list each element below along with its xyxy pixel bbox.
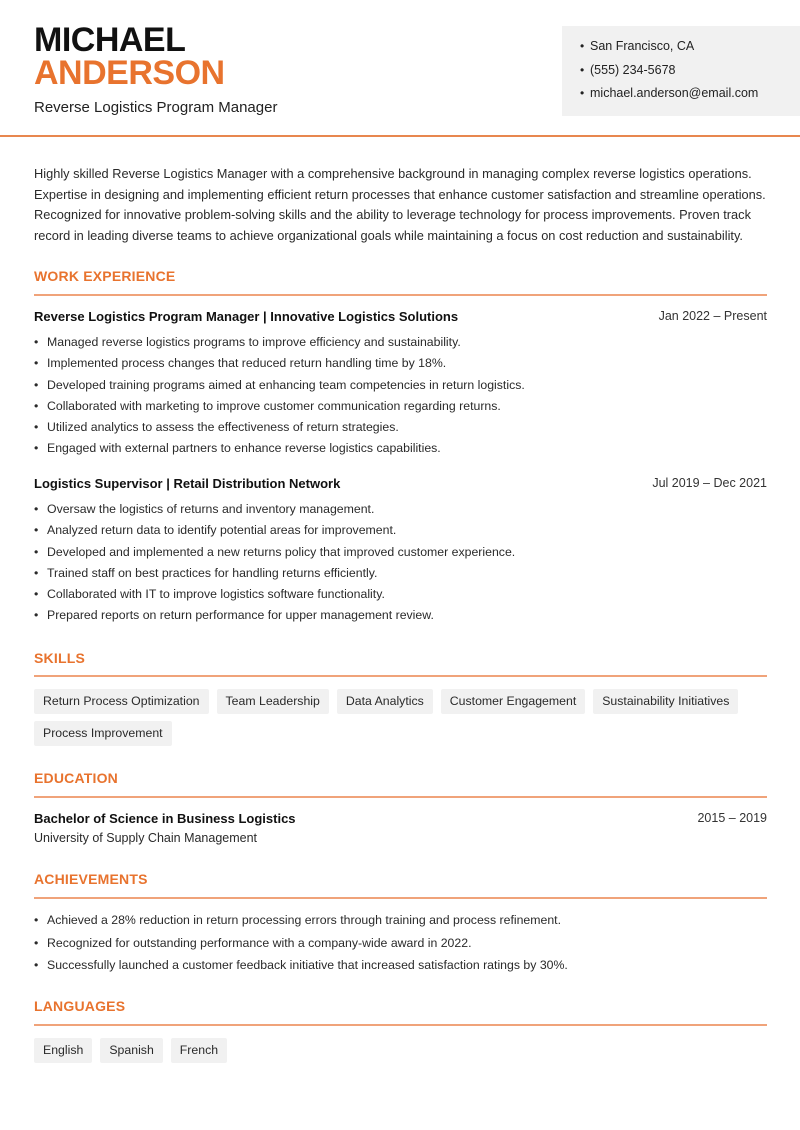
section-divider xyxy=(34,294,767,296)
education-years: 2015 – 2019 xyxy=(697,811,767,825)
bullet-text: Achieved a 28% reduction in return processing errors through training and process refinement. xyxy=(47,913,562,927)
list-item xyxy=(34,587,767,608)
bullet-icon: • xyxy=(34,335,39,349)
bullet-icon: • xyxy=(34,565,39,580)
degree: Bachelor of Science in Business Logistics xyxy=(34,811,296,826)
bullet-text: Collaborated with marketing to improve customer communication regarding returns. xyxy=(47,398,501,413)
achievements-list xyxy=(34,913,767,981)
bullet-text: Collaborated with IT to improve logistics software functionality. xyxy=(47,587,385,602)
contact-email xyxy=(580,85,800,109)
job-header xyxy=(34,476,767,491)
list-item xyxy=(34,608,767,629)
job-role: Logistics Supervisor | Retail Distribution Network xyxy=(34,476,341,491)
contact-phone-text: (555) 234-5678 xyxy=(590,62,676,77)
skill-tag: Sustainability Initiatives xyxy=(593,689,738,714)
bullet-icon: • xyxy=(34,502,39,516)
language-tag: French xyxy=(171,1038,227,1063)
list-item xyxy=(34,936,767,959)
bullet-icon: • xyxy=(34,935,39,950)
resume-header xyxy=(0,0,800,137)
list-item xyxy=(34,356,767,377)
skill-tag: Data Analytics xyxy=(337,689,433,714)
list-item xyxy=(34,913,767,936)
bullet-icon: • xyxy=(34,420,39,435)
list-item xyxy=(34,420,767,441)
bullet-text: Trained staff on best practices for handling returns efficiently. xyxy=(47,565,378,580)
languages-list xyxy=(34,1038,774,1070)
job-title: Reverse Logistics Program Manager xyxy=(34,99,278,116)
bullet-text: Analyzed return data to identify potential areas for improvement. xyxy=(47,523,397,538)
bullet-icon: • xyxy=(580,86,585,100)
skill-tag: Customer Engagement xyxy=(441,689,585,714)
education-header xyxy=(34,811,767,826)
list-item xyxy=(34,399,767,420)
bullet-icon: • xyxy=(34,913,39,927)
bullet-text: Utilized analytics to assess the effectiveness of return strategies. xyxy=(47,420,399,435)
list-item xyxy=(34,378,767,399)
bullet-text: Implemented process changes that reduced return handling time by 18%. xyxy=(47,356,447,371)
bullet-icon: • xyxy=(34,441,39,456)
bullet-icon: • xyxy=(34,608,39,623)
contact-box xyxy=(562,26,800,116)
job-bullets xyxy=(34,502,767,630)
job-header xyxy=(34,309,767,324)
bullet-icon: • xyxy=(34,587,39,602)
last-name: ANDERSON xyxy=(34,54,225,92)
contact-location-text: San Francisco, CA xyxy=(590,39,695,53)
first-name: MICHAEL xyxy=(34,21,186,59)
candidate-name xyxy=(34,21,225,92)
bullet-text: Oversaw the logistics of returns and inventory management. xyxy=(47,502,375,516)
section-title-skills: SKILLS xyxy=(34,650,85,666)
list-item xyxy=(34,523,767,544)
language-tag: English xyxy=(34,1038,92,1063)
section-title-education: EDUCATION xyxy=(34,770,118,786)
professional-summary: Highly skilled Reverse Logistics Manager with a comprehensive background in managing complex reverse logistics operations. Expertise in designing and implementing efficient return processes that enhance customer satisfaction and streamline operations. Recognized for innovative problem-solving skills and the ability to leverage technology for process improvements. Proven track record in leading diverse teams to achieve organizational goals while maintaining a focus on cost reduction and sustainability. xyxy=(34,166,766,243)
job-dates: Jan 2022 – Present xyxy=(658,309,767,323)
section-title-work: WORK EXPERIENCE xyxy=(34,268,176,284)
bullet-icon: • xyxy=(34,377,39,392)
list-item xyxy=(34,566,767,587)
section-title-achievements: ACHIEVEMENTS xyxy=(34,871,148,887)
bullet-icon: • xyxy=(34,544,39,559)
section-title-languages: LANGUAGES xyxy=(34,998,126,1014)
contact-email-text: michael.anderson@email.com xyxy=(590,86,759,100)
bullet-icon: • xyxy=(34,958,39,972)
skill-tag: Team Leadership xyxy=(217,689,329,714)
section-divider xyxy=(34,796,767,798)
bullet-text: Developed training programs aimed at enhancing team competencies in return logistics. xyxy=(47,377,525,392)
skills-list xyxy=(34,689,774,753)
language-tag: Spanish xyxy=(100,1038,162,1063)
bullet-text: Recognized for outstanding performance with a company-wide award in 2022. xyxy=(47,935,472,950)
contact-phone xyxy=(580,62,800,86)
bullet-icon: • xyxy=(34,356,39,371)
job-dates: Jul 2019 – Dec 2021 xyxy=(652,476,767,490)
job-role: Reverse Logistics Program Manager | Innovative Logistics Solutions xyxy=(34,309,459,324)
list-item xyxy=(34,441,767,462)
bullet-text: Managed reverse logistics programs to improve efficiency and sustainability. xyxy=(47,335,461,349)
section-divider xyxy=(34,1024,767,1026)
bullet-text: Engaged with external partners to enhance reverse logistics capabilities. xyxy=(47,441,441,456)
list-item xyxy=(34,502,767,523)
list-item xyxy=(34,545,767,566)
bullet-text: Developed and implemented a new returns policy that improved customer experience. xyxy=(47,544,516,559)
job-bullets xyxy=(34,335,767,463)
bullet-icon: • xyxy=(34,398,39,413)
section-divider xyxy=(34,675,767,677)
section-divider xyxy=(34,897,767,899)
list-item xyxy=(34,958,767,981)
bullet-icon: • xyxy=(580,39,585,53)
bullet-icon: • xyxy=(34,523,39,538)
skill-tag: Process Improvement xyxy=(34,721,172,746)
bullet-text: Prepared reports on return performance for upper management review. xyxy=(47,608,434,623)
school-name: University of Supply Chain Management xyxy=(34,831,258,845)
skill-tag: Return Process Optimization xyxy=(34,689,209,714)
bullet-icon: • xyxy=(580,62,585,77)
bullet-text: Successfully launched a customer feedback initiative that increased satisfaction ratings by 30%. xyxy=(47,958,568,972)
list-item xyxy=(34,335,767,356)
contact-location xyxy=(580,38,800,62)
